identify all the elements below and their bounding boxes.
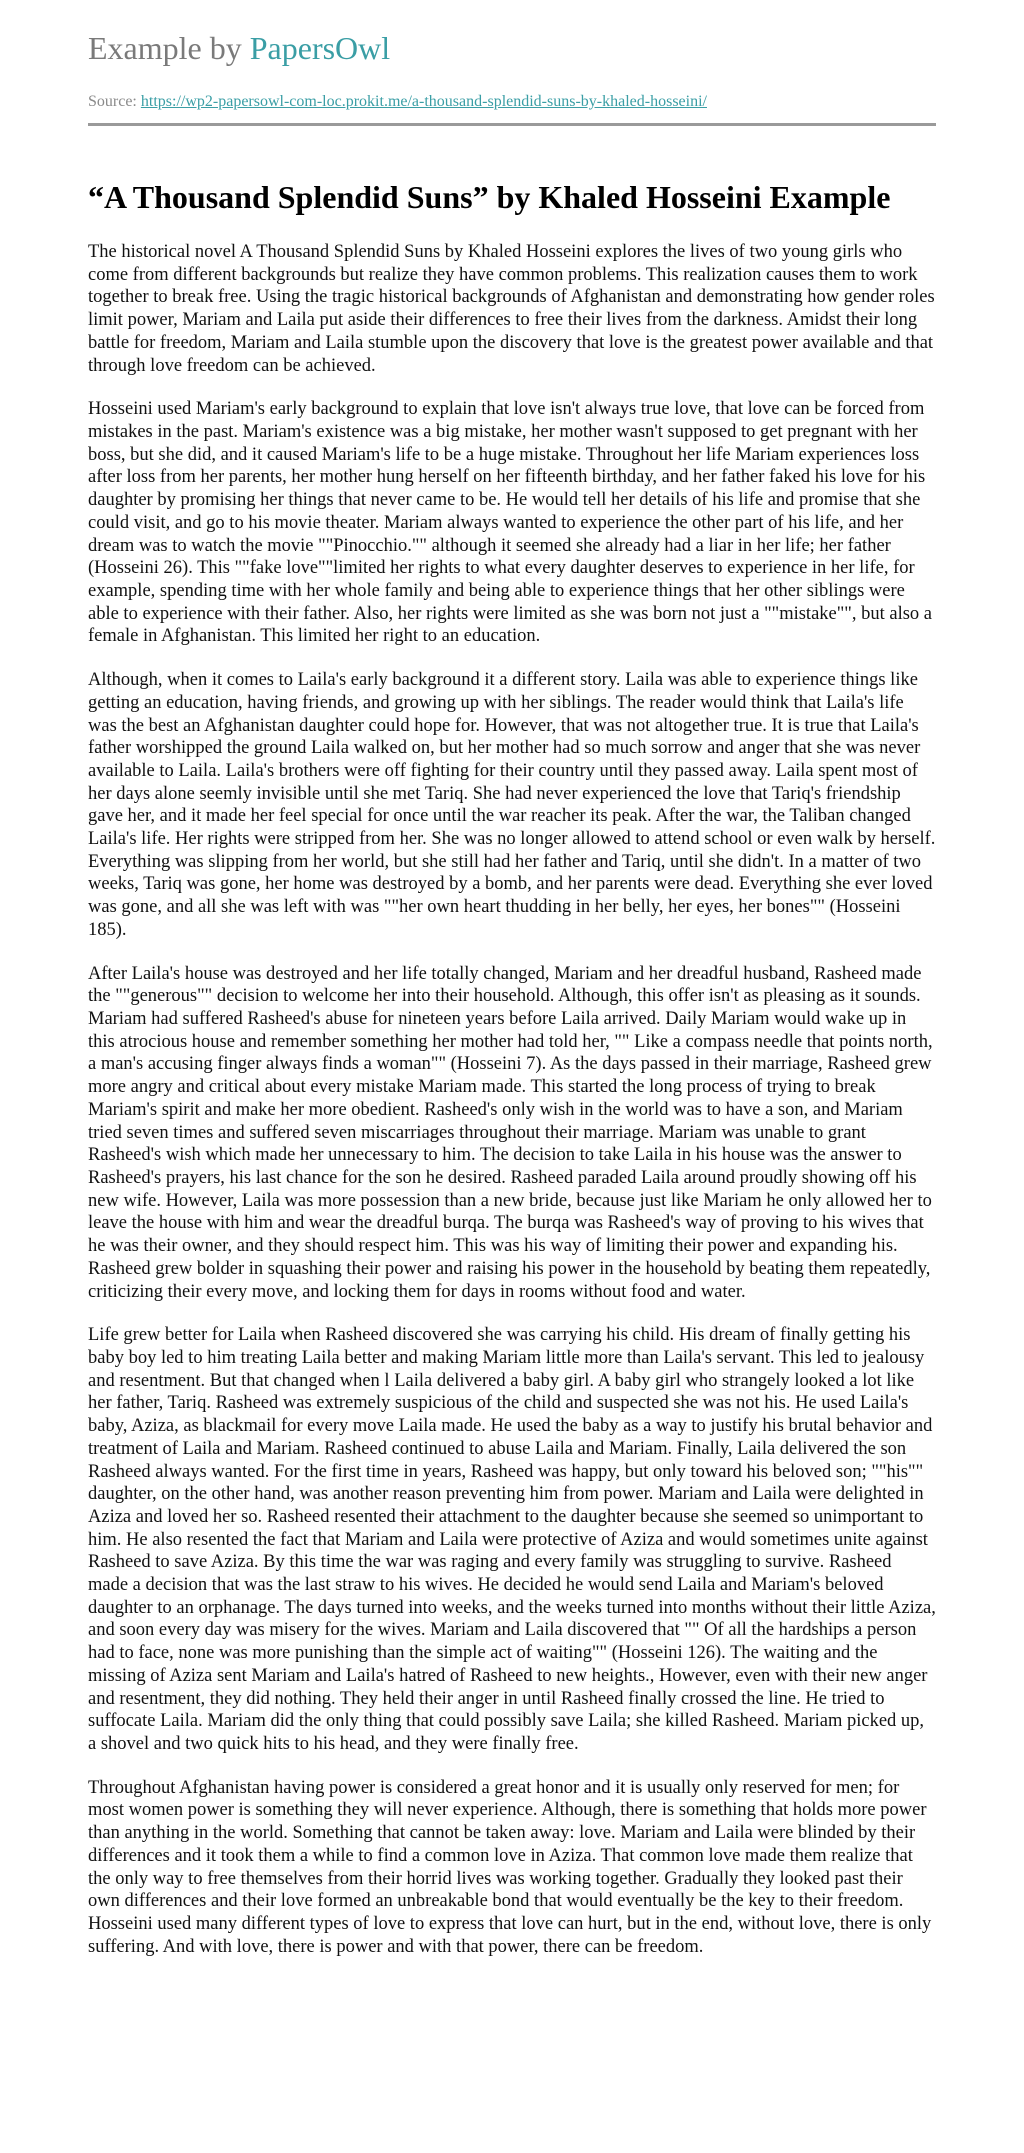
essay-paragraph: Although, when it comes to Laila's early background it a different story. Laila was able to experience things like getting an education, having friends, and growing up with her siblings. The reader would think that Laila's life was the best an Afghanistan daughter could hope for. However, that was not altogether true. It is true that Laila's father worshipped the ground Laila walked on, but her mother had so much sorrow and anger that she was never available to Laila. Laila's brothers were off fighting for their country until they passed away. Laila spent most of her days alone seemly invisible until she met Tariq. She had never experienced the love that Tariq's friendship gave her, and it made her feel special for once until the war reacher its peak. After the war, the Taliban changed Laila's life. Her rights were stripped from her. She was no longer allowed to attend school or even walk by herself. Everything was slipping from her world, but she still had her father and Tariq, until she didn't. In a matter of two weeks, Tariq was gone, her home was destroyed by a bomb, and her parents were dead. Everything she ever loved was gone, and all she was left with was ""her own heart thudding in her belly, her eyes, her bones"" (Hosseini 185).: [88, 670, 936, 940]
source-link[interactable]: https://wp2-papersowl-com-loc.prokit.me/a-thousand-splendid-suns-by-khaled-hosseini/: [140, 93, 707, 110]
brand-prefix: Example by: [88, 30, 242, 66]
essay-paragraph: Throughout Afghanistan having power is considered a great honor and it is usually only reserved for men; for most women power is something they will never experience. Although, there is something that holds more power than anything in the world. Something that cannot be taken away: love. Mariam and Laila were blinded by their differences and it took them a while to find a common love in Aziza. That common love made them realize that the only way to free themselves from their horrid lives was working together. Gradually they looked past their own differences and their love formed an unbreakable bond that would eventually be the key to their freedom. Hosseini used many different types of love to express that love can hurt, but in the end, without love, there is only suffering. And with love, there is power and with that power, there can be freedom.: [88, 1777, 932, 1957]
essay-body: [88, 241, 936, 1979]
brand-name-link[interactable]: PapersOwl: [249, 30, 391, 66]
essay-title: “A Thousand Splendid Suns” by Khaled Hosseini Example: [88, 179, 891, 215]
header-divider: [88, 123, 936, 126]
source-line: [88, 92, 936, 112]
essay-paragraph: After Laila's house was destroyed and her life totally changed, Mariam and her dreadful husband, Rasheed made the ""generous"" decision to welcome her into their household. Although, this offer isn't as pleasing as it sounds. Mariam had suffered Rasheed's abuse for nineteen years before Laila arrived. Daily Mariam would wake up in this atrocious house and remember something her mother had told her, "" Like a compass needle that points north, a man's accusing finger always finds a woman"" (Hosseini 7). As the days passed in their marriage, Rasheed grew more angry and critical about every mistake Mariam made. This started the long process of trying to break Mariam's spirit and make her more obedient. Rasheed's only wish in the world was to have a son, and Mariam tried seven times and suffered seven miscarriages throughout their marriage. Mariam was unable to grant Rasheed's wish which made her unnecessary to him. The decision to take Laila in his house was the answer to Rasheed's prayers, his last chance for the son he desired. Rasheed paraded Laila around proudly showing off his new wife. However, Laila was more possession than a new bride, because just like Mariam he only allowed her to leave the house with him and wear the dreadful burqa. The burqa was Rasheed's way of proving to his wives that he was their owner, and they should respect him. This was his way of limiting their power and expanding his. Rasheed grew bolder in squashing their power and raising his power in the household by beating them repeatedly, criticizing their every move, and locking them for days in rooms without food and water.: [88, 963, 933, 1302]
brand-heading: [88, 28, 936, 68]
essay-paragraph: Hosseini used Mariam's early background to explain that love isn't always true love, that love can be forced from mistakes in the past. Mariam's existence was a big mistake, her mother wasn't supposed to get pregnant with her boss, but she did, and it caused Mariam's life to be a huge mistake. Throughout her life Mariam experiences loss after loss from her parents, her mother hung herself on her fifteenth birthday, and her father faked his love for his daughter by promising her things that never came to be. He would tell her details of his life and promise that she could visit, and go to his movie theater. Mariam always wanted to experience the other part of his life, and her dream was to watch the movie ""Pinocchio."" although it seemed she already had a liar in her life; her father (Hosseini 26). This ""fake love""limited her rights to what every daughter deserves to experience in her life, for example, spending time with her whole family and being able to experience things that her other siblings were able to experience with their father. Also, her rights were limited as she was born not just a ""mistake"", but also a female in Afghanistan. This limited her right to an education.: [88, 399, 932, 647]
source-label: Source:: [88, 93, 137, 110]
header: [88, 28, 936, 112]
essay-paragraph: The historical novel A Thousand Splendid Suns by Khaled Hosseini explores the lives of two young girls who come from different backgrounds but realize they have common problems. This realization causes them to work together to break free. Using the tragic historical backgrounds of Afghanistan and demonstrating how gender roles limit power, Mariam and Laila put aside their differences to free their lives from the darkness. Amidst their long battle for freedom, Mariam and Laila stumble upon the discovery that love is the greatest power available and that through love freedom can be achieved.: [88, 242, 935, 376]
essay-paragraph: Life grew better for Laila when Rasheed discovered she was carrying his child. His dream of finally getting his baby boy led to him treating Laila better and making Mariam little more than Laila's servant. This led to jealousy and resentment. But that changed when l Laila delivered a baby girl. A baby girl who strangely looked a lot like her father, Tariq. Rasheed was extremely suspicious of the child and suspected she was not his. He used Laila's baby, Aziza, as blackmail for every move Laila made. He used the baby as a way to justify his brutal behavior and treatment of Laila and Mariam. Rasheed continued to abuse Laila and Mariam. Finally, Laila delivered the son Rasheed always wanted. For the first time in years, Rasheed was happy, but only toward his beloved son; ""his"" daughter, on the other hand, was another reason preventing him from power. Mariam and Laila were delighted in Aziza and loved her so. Rasheed resented their attachment to the daughter because she seemed so unimportant to him. He also resented the fact that Mariam and Laila were protective of Aziza and would sometimes unite against Rasheed to save Aziza. By this time the war was raging and every family was struggling to survive. Rasheed made a decision that was the last straw to his wives. He decided he would send Laila and Mariam's beloved daughter to an orphanage. The days turned into weeks, and the weeks turned into months without their little Aziza, and soon every day was misery for the wives. Mariam and Laila discovered that "" Of all the hardships a person had to face, none was more punishing than the simple act of waiting"" (Hosseini 126). The waiting and the missing of Aziza sent Mariam and Laila's hatred of Rasheed to new heights., However, even with their new anger and resentment, they did nothing. They held their anger in until Rasheed finally crossed the line. He tried to suffocate Laila. Mariam did the only thing that could possibly save Laila; she killed Rasheed. Mariam picked up, a shovel and two quick hits to his head, and they were finally free.: [88, 1325, 936, 1754]
